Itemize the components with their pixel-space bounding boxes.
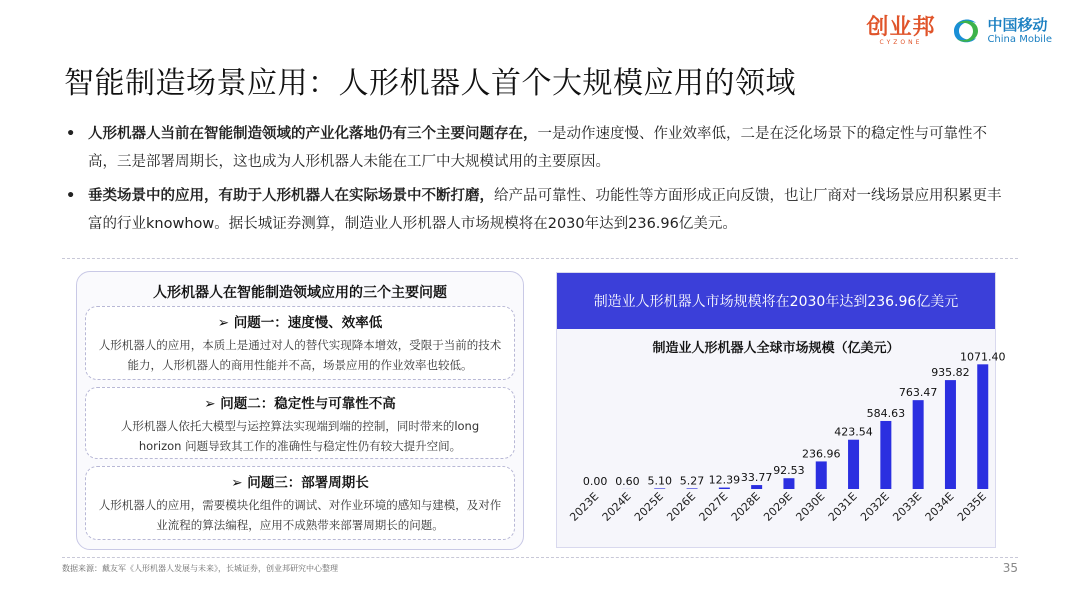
bar-2034E xyxy=(945,380,956,489)
data-label-2024E: 0.60 xyxy=(615,474,640,488)
bullet-bold-text: 人形机器人当前在智能制造领域的产业化落地仍有三个主要问题存在， xyxy=(88,126,538,142)
bar-2025E xyxy=(654,488,665,489)
data-label-2023E: 0.00 xyxy=(582,475,608,488)
problem-heading: ➢ 问题一：速度慢、效率低 xyxy=(217,315,383,331)
bullet-text: 给产品可靠性、功能性等方面形成正向反馈，也让厂商对一线场景应用积累更丰富的行业knowhow。据长城证券测算，制造业人形机器人市场规模将在2030年达到236.96亿美元。 xyxy=(88,188,1002,232)
x-tick-2029E: 2029E xyxy=(761,489,796,524)
problem-box-2 xyxy=(85,387,515,459)
bullet-list xyxy=(64,120,1014,244)
data-label-2032E: 584.63 xyxy=(866,406,906,420)
bullet-marker: • xyxy=(66,126,76,142)
cyzone-logo-en: CYZONE xyxy=(879,38,923,46)
data-label-2034E: 935.82 xyxy=(931,366,970,380)
problems-card-title: 人形机器人在智能制造领域应用的三个主要问题 xyxy=(153,285,447,301)
x-tick-2033E: 2033E xyxy=(890,489,925,524)
x-tick-2025E: 2025E xyxy=(631,489,666,524)
bar-2029E xyxy=(783,478,794,489)
market-chart-card xyxy=(556,272,1006,548)
x-tick-2026E: 2026E xyxy=(664,489,699,524)
data-label-2029E: 92.53 xyxy=(773,464,805,478)
bullet-text: 一是动作速度慢、作业效率低，二是在泛化场景下的稳定性与可靠性不高，三是部署周期长，这也成为人形机器人未能在工厂中大规模试用的主要原因。 xyxy=(88,126,987,170)
x-tick-2028E: 2028E xyxy=(728,489,763,524)
problem-heading: ➢ 问题二：稳定性与可靠性不高 xyxy=(204,396,396,412)
x-tick-2023E: 2023E xyxy=(567,489,602,524)
data-label-2030E: 236.96 xyxy=(802,447,841,461)
china-mobile-logo-en: China Mobile xyxy=(987,33,1052,45)
problem-body: 人形机器人的应用，需要模块化组件的调试、对作业环境的感知与建模，及对作业流程的算法编程，应用不成熟带来部署周期长的问题。 xyxy=(98,498,502,532)
data-label-2033E: 763.47 xyxy=(898,386,938,400)
cyzone-logo-cn: 创业邦 xyxy=(866,14,936,40)
problems-card xyxy=(76,271,524,550)
chart-banner: 制造业人形机器人市场规模将在2030年达到236.96亿美元 xyxy=(557,273,995,329)
data-label-2028E: 33.77 xyxy=(740,471,773,485)
chart-title: 制造业人形机器人全球市场规模（亿美元） xyxy=(652,341,900,356)
problem-box-1 xyxy=(85,306,515,380)
problem-box-3 xyxy=(85,466,515,540)
problem-body: 人形机器人依托大模型与运控算法实现端到端的控制，同时带来的long horizon 问题导致其工作的准确性与稳定性仍有较大提升空间。 xyxy=(120,419,480,453)
x-tick-2034E: 2034E xyxy=(922,489,957,524)
bar-2031E xyxy=(848,440,859,489)
bar-2028E xyxy=(751,485,762,489)
bar-2032E xyxy=(880,421,891,489)
bar-2030E xyxy=(816,461,827,489)
bullet-item xyxy=(64,182,1014,238)
bar-2033E xyxy=(913,400,924,489)
x-tick-2027E: 2027E xyxy=(696,489,731,524)
bullet-item xyxy=(64,120,1014,176)
slide-title: 智能制造场景应用：人形机器人首个大规模应用的领域 xyxy=(64,66,796,101)
bullet-bold-text: 垂类场景中的应用，有助于人形机器人在实际场景中不断打磨， xyxy=(88,188,494,204)
bar-2027E xyxy=(719,488,730,489)
page-number: 35 xyxy=(1002,561,1018,575)
data-label-2027E: 12.39 xyxy=(708,473,741,487)
china-mobile-logo xyxy=(949,14,1052,48)
data-label-2035E: 1071.40 xyxy=(960,350,1006,364)
market-size-bar-chart xyxy=(557,350,1006,549)
x-tick-2032E: 2032E xyxy=(858,489,892,524)
bar-2026E xyxy=(687,488,698,489)
data-source-note: 数据来源：戴友军《人形机器人发展与未来》，长城证券，创业邦研究中心整理 xyxy=(62,564,338,573)
x-tick-2031E: 2031E xyxy=(825,489,860,524)
china-mobile-logo-cn: 中国移动 xyxy=(987,16,1048,35)
x-tick-2024E: 2024E xyxy=(599,489,634,524)
china-mobile-swirl-icon xyxy=(949,14,983,48)
problem-body: 人形机器人的应用，本质上是通过对人的替代实现降本增效，受限于当前的技术能力，人形机器人的商用性能并不高，场景应用的作业效率也较低。 xyxy=(98,338,502,372)
problem-heading: ➢ 问题三：部署周期长 xyxy=(231,475,369,491)
bar-2035E xyxy=(977,364,988,489)
x-tick-2035E: 2035E xyxy=(954,489,989,524)
data-label-2026E: 5.27 xyxy=(679,474,705,488)
x-tick-2030E: 2030E xyxy=(793,489,828,524)
header-logos xyxy=(866,14,1052,48)
cyzone-logo xyxy=(866,14,936,46)
data-label-2031E: 423.54 xyxy=(834,425,873,439)
data-label-2025E: 5.10 xyxy=(647,474,672,488)
bullet-marker: • xyxy=(66,188,76,204)
